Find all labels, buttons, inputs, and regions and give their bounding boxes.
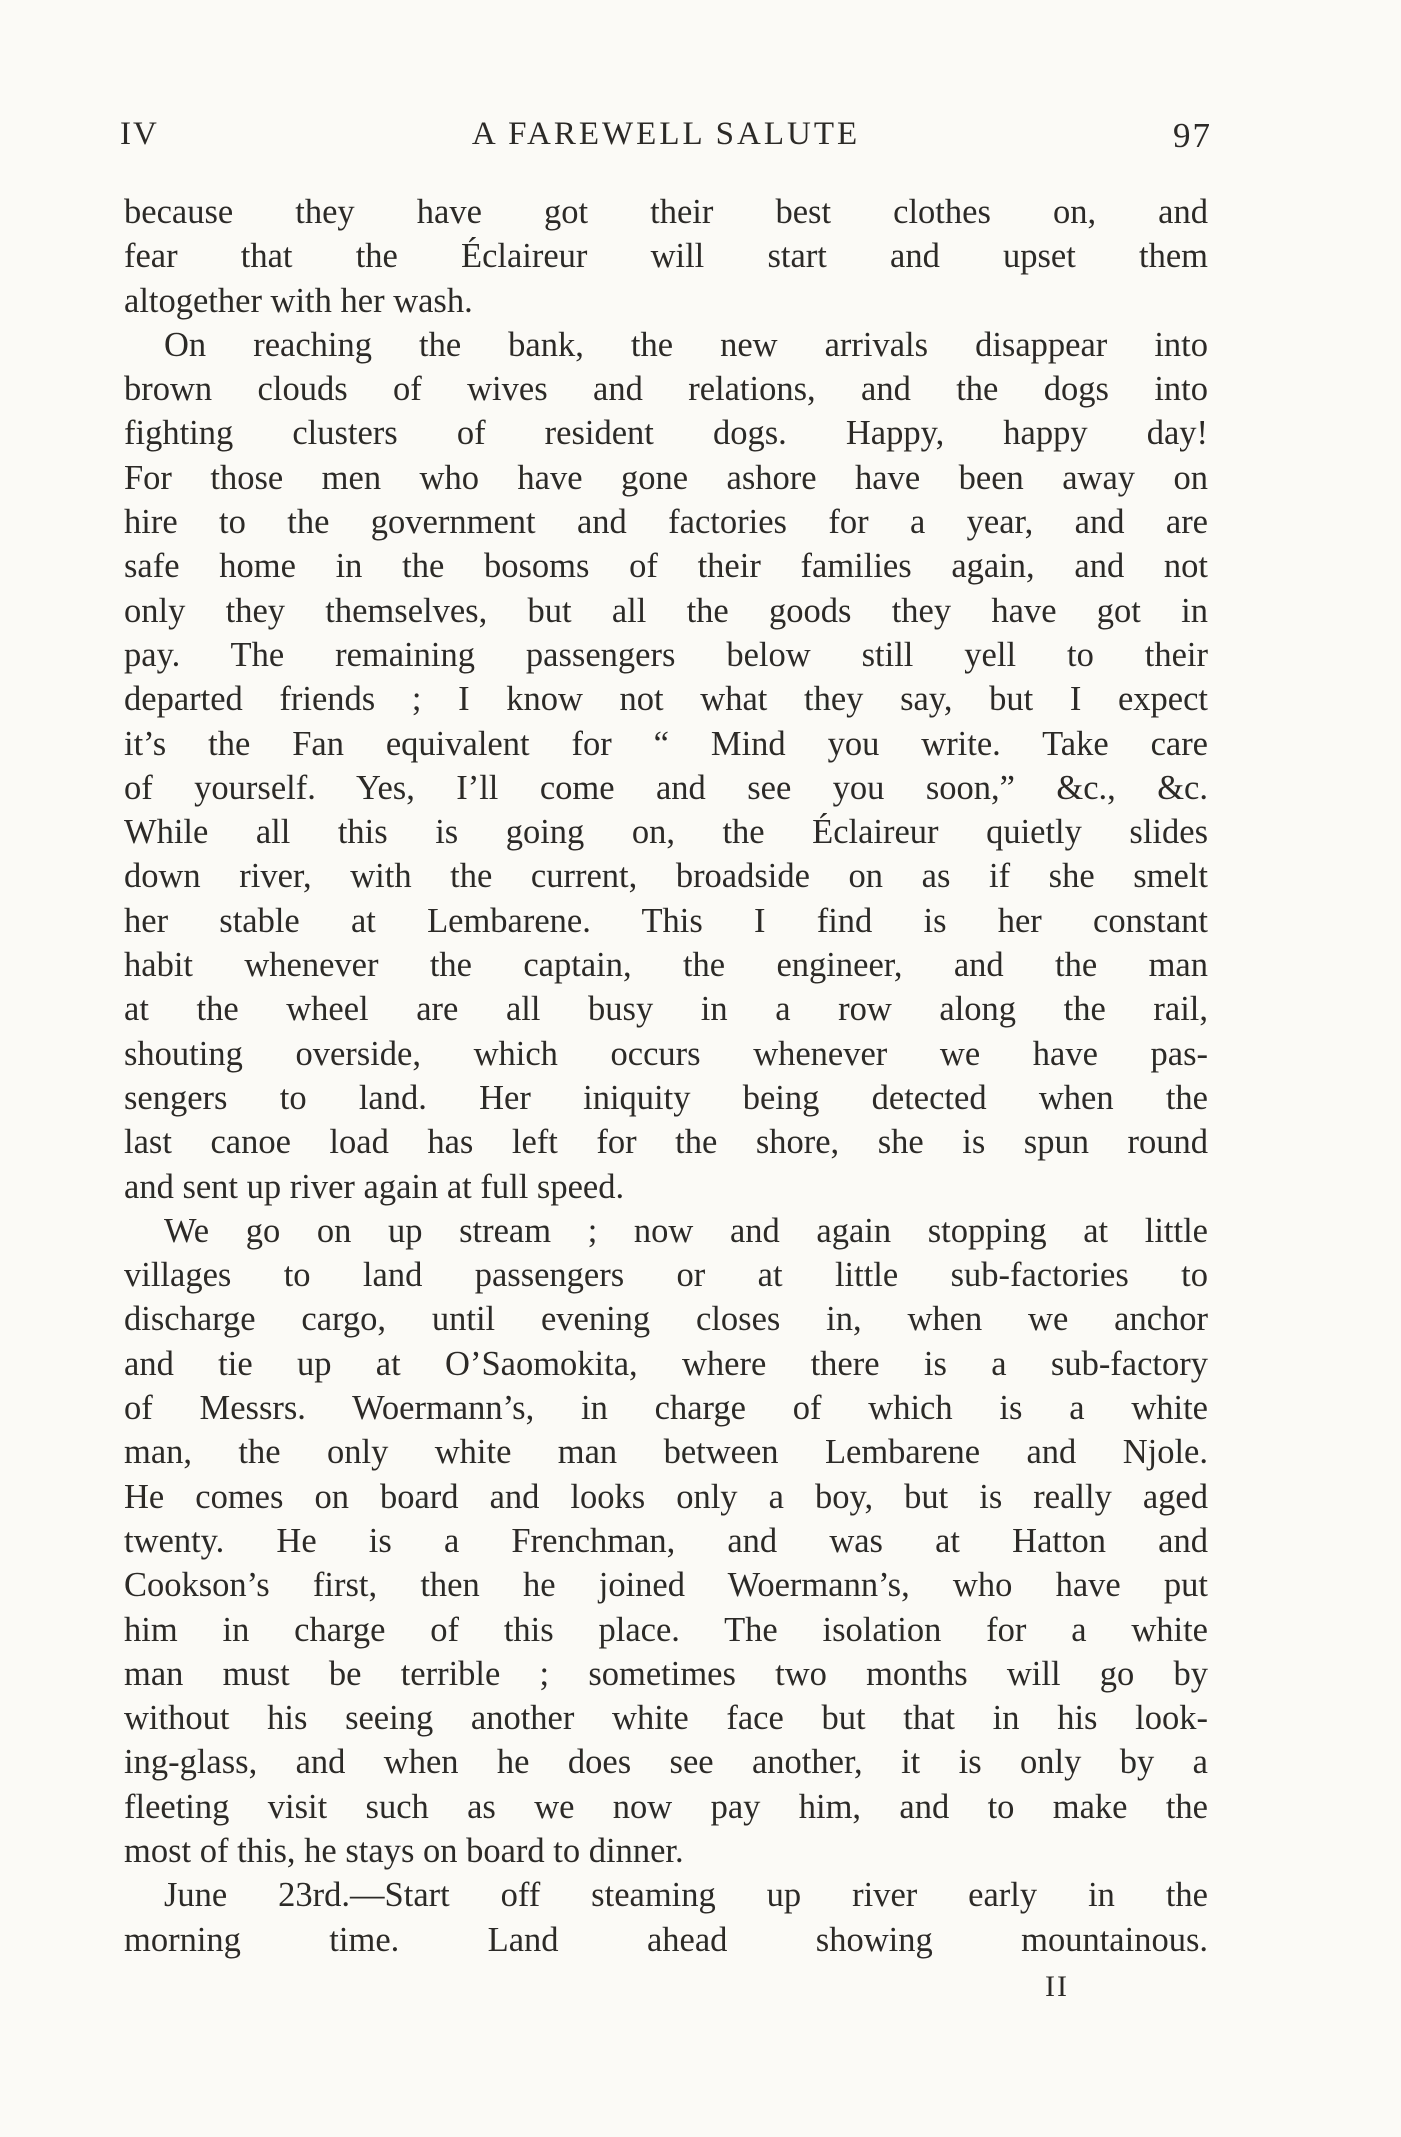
text-line: because they have got their best clothes on, and [124, 193, 1208, 231]
text-line: of Messrs. Woermann’s, in charge of which is a white [124, 1389, 1208, 1428]
text-line: safe home in the bosoms of their families again, and not [124, 547, 1208, 586]
body-text [124, 190, 1208, 1962]
text-line: at the wheel are all busy in a row along the rail, [124, 990, 1208, 1029]
text-line: shouting overside, which occurs whenever we have pas- [124, 1034, 1208, 1073]
running-head [120, 116, 1212, 160]
text-line: and tie up at O’Saomokita, where there is a sub-factory [124, 1344, 1208, 1383]
text-line: last canoe load has left for the shore, she is spun round [124, 1123, 1208, 1162]
text-line: down river, with the current, broadside on as if she smelt [124, 857, 1208, 896]
text-line: While all this is going on, the Éclaireur quietly slides [124, 813, 1208, 852]
text-line: it’s the Fan equivalent for “ Mind you write. Take care [124, 724, 1208, 763]
text-line: man, the only white man between Lembarene and Njole. [124, 1433, 1208, 1472]
text-line: sengers to land. Her iniquity being detected when the [124, 1078, 1208, 1117]
text-line: ing-glass, and when he does see another, it is only by a [124, 1743, 1208, 1782]
text-line: altogether with her wash. [124, 281, 473, 320]
text-line: twenty. He is a Frenchman, and was at Hatton and [124, 1521, 1208, 1560]
text-line: her stable at Lembarene. This I find is her constant [124, 901, 1208, 940]
text-line: departed friends ; I know not what they say, but I expect [124, 680, 1208, 719]
text-line: most of this, he stays on board to dinner. [124, 1831, 684, 1870]
text-line: We go on up stream ; now and again stopping at little [164, 1211, 1208, 1250]
text-line: and sent up river again at full speed. [124, 1167, 625, 1206]
text-line: villages to land passengers or at little sub-factories to [124, 1256, 1208, 1295]
text-line: morning time. Land ahead showing mountainous. [124, 1920, 1208, 1959]
page-number: 97 [1173, 116, 1212, 155]
text-line: fighting clusters of resident dogs. Happy, happy day! [124, 414, 1208, 453]
text-line: him in charge of this place. The isolation for a white [124, 1610, 1208, 1649]
text-line: of yourself. Yes, I’ll come and see you soon,” &c., &c. [124, 768, 1208, 807]
text-line: hire to the government and factories for a year, and are [124, 503, 1208, 542]
text-line: man must be terrible ; sometimes two months will go by [124, 1654, 1208, 1693]
text-line: habit whenever the captain, the engineer, and the man [124, 946, 1208, 985]
running-title: A FAREWELL SALUTE [471, 116, 861, 152]
chapter-number: IV [120, 116, 159, 152]
text-line: without his seeing another white face but that in his look- [124, 1699, 1208, 1738]
text-line: On reaching the bank, the new arrivals disappear into [164, 325, 1208, 364]
text-line: For those men who have gone ashore have been away on [124, 458, 1208, 497]
text-line: only they themselves, but all the goods they have got in [124, 591, 1208, 630]
text-line: Cookson’s first, then he joined Woermann’s, who have put [124, 1566, 1208, 1605]
text-line: pay. The remaining passengers below still yell to their [124, 635, 1208, 674]
signature-mark: II [1045, 1970, 1069, 2003]
text-line: discharge cargo, until evening closes in, when we anchor [124, 1300, 1208, 1339]
text-line: fear that the Éclaireur will start and upset them [124, 237, 1208, 276]
text-line: He comes on board and looks only a boy, but is really aged [124, 1477, 1208, 1516]
text-line: June 23rd.—Start off steaming up river early in the [164, 1876, 1208, 1915]
text-line: fleeting visit such as we now pay him, and to make the [124, 1787, 1208, 1826]
text-line: brown clouds of wives and relations, and the dogs into [124, 370, 1208, 409]
